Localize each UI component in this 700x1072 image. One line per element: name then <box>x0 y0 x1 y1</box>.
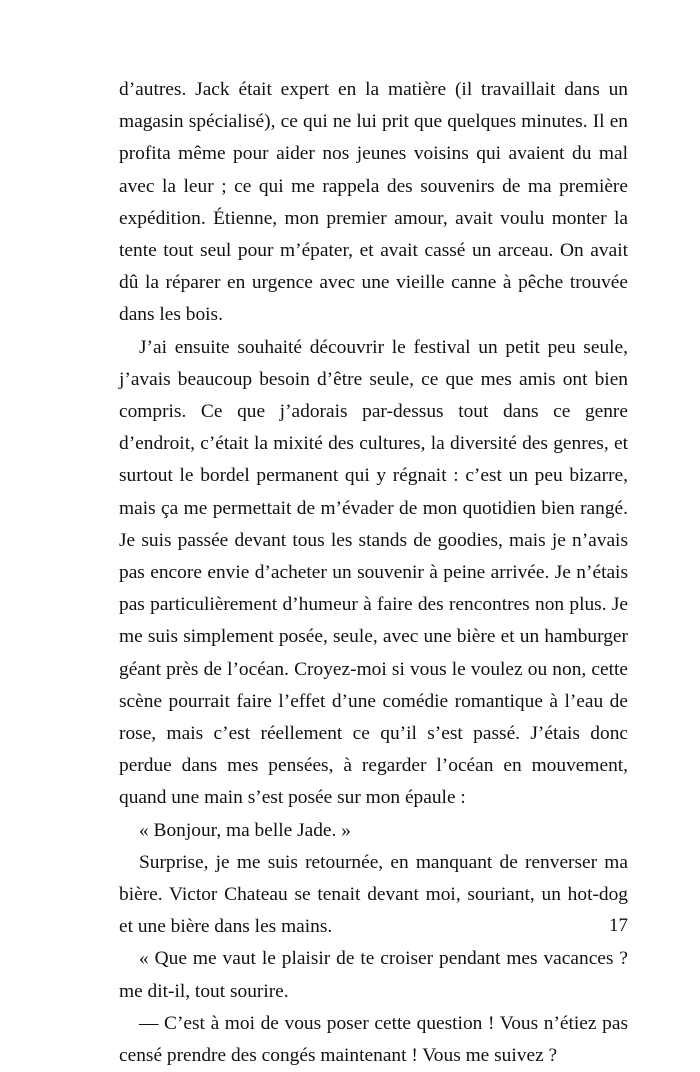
body-text <box>119 74 628 1072</box>
page-number: 17 <box>609 915 628 936</box>
paragraph-3: « Bonjour, ma belle Jade. » <box>139 819 351 841</box>
paragraph-4: Surprise, je me suis retournée, en manquant de renverser ma bière. Victor Chateau se tenait devant moi, souriant, un hot-dog et une bière dans les mains. <box>119 851 628 938</box>
paragraph-2: J’ai ensuite souhaité découvrir le festival un petit peu seule, j’avais beaucoup besoin d’être seule, ce que mes amis ont bien compris. Ce que j’adorais par-dessus tout dans ce genre d’endroit, c’était la mixité des cultures, la diversité des genres, et surtout le bordel permanent qui y régnait : c’est un peu bizarre, mais ça me permettait de m’évader de mon quotidien bien rangé. Je suis passée devant tous les stands de goodies, mais je n’avais pas encore envie d’acheter un souvenir à peine arrivée. Je n’étais pas particulièrement d’humeur à faire des rencontres non plus. Je me suis simplement posée, seule, avec une bière et un hamburger géant près de l’océan. Croyez-moi si vous le voulez ou non, cette scène pourrait faire l’effet d’une comédie romantique à l’eau de rose, mais c’est réellement ce qu’il s’est passé. J’étais donc perdue dans mes pensées, à regarder l’océan en mouvement, quand une main s’est posée sur mon épaule : <box>119 336 628 809</box>
paragraph-1: d’autres. Jack était expert en la matière (il travaillait dans un magasin spécialisé), ce qui ne lui prit que quelques minutes. Il en profita même pour aider nos jeunes voisins qui avaient du mal avec la leur ; ce qui me rappela des souvenirs de ma première expédition. Étienne, mon premier amour, avait voulu monter la tente tout seul pour m’épater, et avait cassé un arceau. On avait dû la réparer en urgence avec une vieille canne à pêche trouvée dans les bois. <box>119 79 628 326</box>
paragraph-6: — C’est à moi de vous poser cette question ! Vous n’étiez pas censé prendre des congés maintenant ! Vous me suivez ? <box>119 1012 628 1067</box>
paragraph-5: « Que me vaut le plaisir de te croiser pendant mes vacances ? me dit-il, tout sourire. <box>119 948 628 1002</box>
